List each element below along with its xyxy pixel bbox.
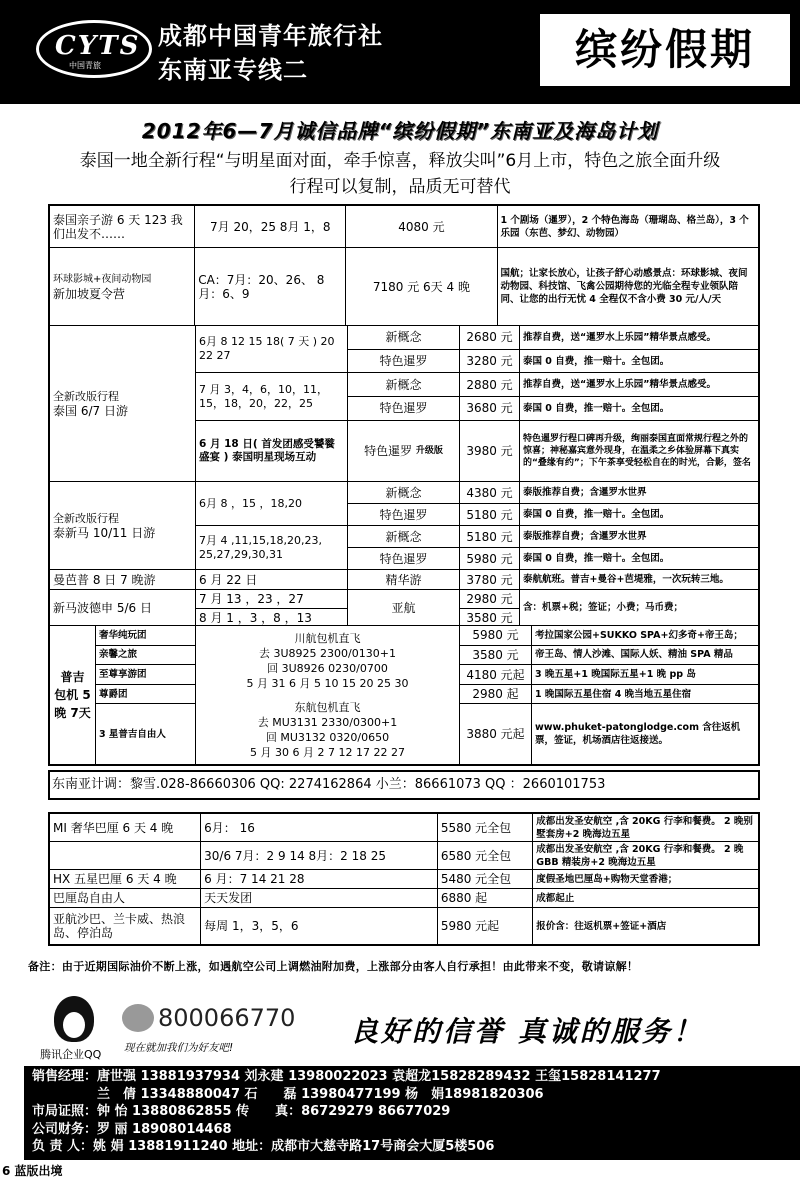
tour-type: 新概念 [348,482,460,503]
sea-contact: 东南亚计调：黎雪.028-86660306 QQ: 2274162864 小兰：86661073 QQ ：2660101753 [48,770,760,800]
penguin-icon [54,996,94,1042]
tour-date: 7 月 3，4，6，10，11，15，18，20，22，25 [196,373,348,419]
tour-desc: 1 晚国际五星住宿 4 晚当地五星住宿 [535,688,692,700]
intro-line: 行程可以复制，品质无可替代 [289,177,511,197]
tour-date: 6 月 18 日( 首发团感受饕餮盛宴 ) 泰国明星现场互动 [196,421,348,481]
tour-type: 亲馨之旅 [99,649,138,661]
tour-date: 7月 20，25 8月 1，8 [195,206,346,247]
page-footer: 6 蓝版出境 [2,1164,63,1178]
tour-price: 4180 元起 [466,667,525,682]
qq-number: 800066770 [158,1004,296,1032]
flight-line: 东航包机直飞 [294,700,361,714]
qq-logo [40,996,130,1066]
tour-desc: 帝王岛、情人沙滩、国际人妖、精油 SPA 精品 [535,649,733,661]
table-row [50,626,758,764]
tour-name-line: 全新改版行程 [53,511,119,525]
tour-price: 5180 元 [460,504,520,525]
tour-desc: 1 个剧场（暹罗），2 个特色海岛（珊瑚岛、格兰岛），3 个乐园（东芭、梦幻、动物园） [500,214,749,239]
logo-text: CYTS [55,31,141,61]
sub-row [196,326,758,373]
tour-desc: 成都起止 [536,892,575,904]
tour-desc: 泰国 0 自费，推一赔十。全包团。 [523,402,670,414]
sub-row [196,482,758,526]
tour-price: 3580 元 [472,647,519,662]
table-row [50,590,758,626]
tour-name-line: 泰新马 10/11 日游 [53,525,156,540]
tour-name-line: 泰国 6/7 日游 [53,403,128,418]
tour-type: 新概念 [348,526,460,547]
tour-price: 4380 元 [460,482,520,503]
flight-line: 川航包机直飞 [294,631,361,645]
tour-price: 2880 元 [460,373,520,396]
flight-line: 回 3U8926 0230/0700 [267,661,388,675]
tour-type: 精华游 [348,570,460,589]
tour-desc: 推荐自费，送“暹罗水上乐园”精华景点感受。 [523,331,716,343]
tour-desc: 推荐自费，送“暹罗水上乐园”精华景点感受。 [523,379,716,391]
tour-desc: 特色暹罗行程口碑再升级，绚丽泰国直面常规行程之外的惊喜；神秘嘉宾意外现身，在温柔之乡体验屏幕下真实的“叠缘有约”；下午茶享受轻松自在的时光，合影，签名 [523,433,751,468]
tour-type: 至尊享游团 [99,669,147,681]
tour-desc: 度假圣地巴厘岛+购物天堂香港； [536,873,678,885]
tour-name: 曼芭普 8 日 7 晚游 [50,570,196,589]
tour-type: 新概念 [348,373,460,396]
tour-desc: 成都出发圣安航空 ,含 20KG 行李和餐费。 2 晚 GBB 精装房+2 晚海边五星 [536,843,744,868]
logo-sub: 中国青旅 [69,61,101,70]
tour-date: 天天发团 [201,889,438,907]
tour-desc: 考拉国家公园+SUKKO SPA+幻多奇+帝王岛； [535,629,743,641]
tour-desc: 国航；让家长放心，让孩子舒心动感景点：环球影城、夜间动物园、科技馆、飞禽公园期待您的光临全程专业领队陪同、让您的出行无忧 4 全程仅不含小费 30 元/人/天 [500,268,748,305]
tour-price: 6880 起 [438,889,533,907]
tour-price: 6580 元全包 [438,842,533,869]
sub-row [196,526,758,569]
flight-line: 去 3U8925 2300/0130+1 [259,646,396,660]
flight-line: 5 月 31 6 月 5 10 15 20 25 30 [246,676,409,690]
tour-price: 5580 元全包 [438,814,533,841]
tour-price: 2680 元 [460,326,520,349]
tour-type: 新概念 [348,326,460,349]
tour-price: 3980 元 [460,421,520,481]
tour-date: 6 月：7 14 21 28 [201,870,438,888]
tour-name: HX 五星巴厘 6 天 4 晚 [50,870,201,888]
tour-price: 3780 元 [460,570,520,589]
slogan: 良好的信誉 真诚的服务！ [350,1015,704,1048]
tour-type: 亚航 [348,590,460,625]
tour-desc: 泰航航班。普吉+曼谷+芭堤雅，一次玩转三地。 [523,574,729,585]
tour-name-line: 全新改版行程 [53,389,119,403]
tour-type: 3 星普吉自由人 [99,728,166,740]
tour-name: MI 奢华巴厘 6 天 4 晚 [50,814,201,841]
tour-date: 6月： 16 [201,814,438,841]
table-row [50,570,758,590]
tour-name [50,248,195,325]
contact-line: 公司财务：罗 丽 18908014468 [32,1121,232,1137]
tour-desc: 泰国 0 自费，推一赔十。全包团。 [523,553,670,564]
tour-price: 4080 元 [346,206,497,247]
tour-price: 5480 元全包 [438,870,533,888]
table-row [50,326,758,482]
tour-price: 2980 元 [466,592,513,606]
tour-desc: www.phuket-patonglodge.com 含往返机票，签证，机场酒店往返接送。 [535,722,741,747]
tour-date: 8 月 1 ，3 ，8 ，13 [199,611,312,625]
contact-panel [24,1066,800,1160]
qq-label: 腾讯企业QQ [40,1048,102,1061]
tour-name: 亚航沙巴、兰卡威、热浪岛、停泊岛 [50,908,201,944]
bali-table [48,812,760,946]
upgrade-tag: 升级版 [415,445,443,456]
sub-row [196,373,758,420]
tour-date: 6 月 22 日 [196,570,348,589]
tour-type: 奢华纯玩团 [99,629,147,641]
tour-date: 30/6 7月：2 9 14 8月：2 18 25 [201,842,438,869]
tour-name-line: 环球影城+夜间动物园 [53,273,152,285]
tour-name: 新马波德申 5/6 日 [50,590,196,625]
tour-date: 6月 8 12 15 18( 7 天 ) 20 22 27 [196,326,348,372]
sub-row [196,421,758,481]
flight-line: 回 MU3132 0320/0650 [265,730,390,744]
tour-price: 3680 元 [460,397,520,420]
table-row [50,889,758,908]
tour-name: 泰国亲子游 6 天 123 我们出发不…… [50,206,195,247]
tour-type [348,421,460,481]
tour-price: 3580 元 [466,611,513,625]
company-logo [36,20,152,78]
tour-desc: 3 晚五星+1 晚国际五星+1 晚 pp 岛 [535,669,696,681]
contact-line: 销售经理：唐世强 13881937934 刘永建 13980022023 袁超龙15828289432 王玺15828141277 [32,1069,661,1084]
intro-text [0,148,800,200]
tour-desc: 含：机票+税；签证；小费；马币费； [523,602,683,613]
tour-name [50,326,196,481]
contact-line: 负 责 人：姚 娟 13881911240 地址：成都市大慈寺路17号商会大厦5楼506 [32,1139,495,1154]
tour-type: 特色暹罗 [348,397,460,420]
table-row [50,206,758,248]
table-row [50,814,758,842]
tour-price: 3280 元 [460,350,520,373]
tour-price: 3880 元起 [466,727,525,742]
tour-name [50,482,196,569]
tour-name-line: 新加坡夏令营 [53,286,126,301]
tour-type-label: 特色暹罗 [364,443,413,458]
tour-desc: 泰国 0 自费，推一赔十。全包团。 [523,355,670,367]
tour-date: CA：7月：20、26、 8月：6、9 [195,248,346,325]
table-row [50,248,758,326]
tour-date: 7月 4 ,11,15,18,20,23, 25,27,29,30,31 [196,526,348,569]
contact-line: 兰 倩 13348880047 石 磊 13980477199 杨 娟18981820306 [32,1086,544,1102]
table-row [50,842,758,870]
tour-type: 特色暹罗 [348,350,460,373]
tour-name [50,842,201,869]
tour-name: 巴厘岛自由人 [50,889,201,907]
chat-bubble-icon [122,1004,154,1032]
tour-price: 5180 元 [460,526,520,547]
tour-date: 每周 1，3，5，6 [201,908,438,944]
tour-date: 7 月 13 ，23 ，27 [199,592,304,606]
tour-type: 特色暹罗 [348,548,460,569]
tour-price: 5980 元起 [438,908,533,944]
tour-desc: 泰版推荐自费；含暹罗水世界 [523,531,647,542]
tour-price: 2980 起 [472,687,519,702]
tour-desc: 成都出发圣安航空 ,含 20KG 行李和餐费。 2 晚别墅套房+2 晚海边五星 [536,815,753,840]
flight-line: 去 MU3131 2330/0300+1 [257,715,398,729]
tour-desc: 泰国 0 自费，推一赔十。全包团。 [523,509,670,520]
flight-line: 5 月 30 6 月 2 7 12 17 22 27 [250,745,405,759]
table-row [50,908,758,944]
intro-line: 泰国一地全新行程“与明星面对面，牵手惊喜，释放尖叫”6月上市，特色之旅全面升级 [79,151,721,171]
table-row [50,870,758,889]
tour-price: 5980 元 [472,628,519,643]
header-bar [0,0,800,104]
tour-table [48,204,760,766]
remark-note: 备注：由于近期国际油价不断上涨，如遇航空公司上调燃油附加费，上涨部分由客人自行承担！由此带来不变，敬请谅解！ [28,960,639,973]
banner-title: 2012年6—7月诚信品牌“缤纷假期”东南亚及海岛计划 [141,119,659,143]
tour-price: 5980 元 [460,548,520,569]
contact-line: 市局证照：钟 怡 13880862855 传 真：86729279 86677029 [32,1104,451,1119]
qq-call-text: 现在就加我们为好友吧! [124,1042,234,1054]
tour-name: 普吉 包机 5 晚 7天 [50,626,96,764]
tour-date: 6月 8 ，15 ，18,20 [196,482,348,525]
tour-type: 特色暹罗 [348,504,460,525]
tour-type: 尊爵团 [99,688,128,700]
department-name: 东南亚专线二 [158,56,308,84]
tour-desc: 泰版推荐自费；含暹罗水世界 [523,487,647,498]
tour-price: 7180 元 6天 4 晚 [346,248,497,325]
tour-desc: 报价含：往返机票+签证+酒店 [536,920,667,932]
company-name: 成都中国青年旅行社 [158,22,383,50]
table-row [50,482,758,570]
brand-title: 缤纷假期 [540,14,790,86]
